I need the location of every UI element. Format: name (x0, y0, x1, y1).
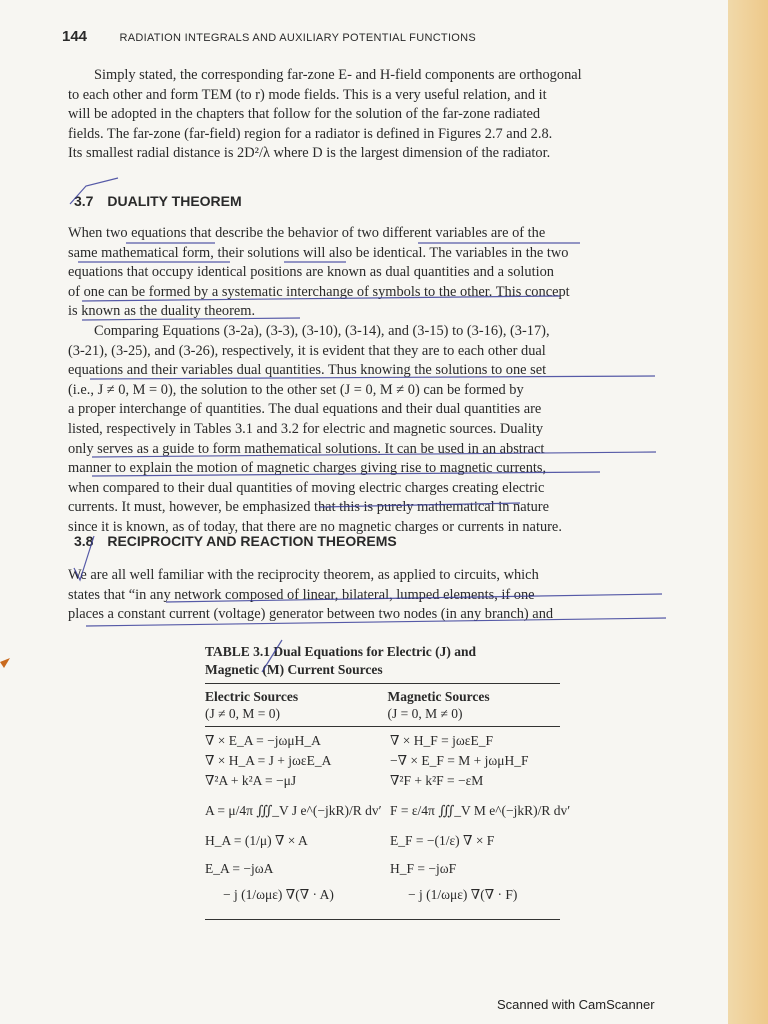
electric-sources-header (205, 688, 378, 722)
text-line: only serves as a guide to form mathematical solutions. It can be used in an abstract (68, 440, 545, 457)
page-number: 144 (62, 28, 88, 45)
text-line: when compared to their dual quantities of moving electric charges creating electric (68, 479, 545, 496)
equation: F = ε/4π ∭_V M e^(−jkR)/R dv′ (390, 803, 571, 818)
table-bottom-rule (205, 919, 560, 920)
text-line: a proper interchange of quantities. The dual equations and their dual quantities are (68, 401, 542, 418)
table-header-rule (205, 726, 560, 727)
electric-equations (205, 731, 380, 905)
text-line: since it is known, as of today, that there are no magnetic charges or currents in nature. (68, 518, 562, 535)
text-line: states that “in any network composed of linear, bilateral, lumped elements, if one (68, 586, 535, 603)
text-line: (3-21), (3-25), and (3-26), respectively, it is evident that they are to each other dual (68, 342, 546, 359)
text-line: When two equations that describe the behavior of two different variables are of the (68, 225, 546, 241)
magnetic-equations (380, 731, 571, 905)
section-title: RECIPROCITY AND REACTION THEOREMS (107, 533, 397, 549)
text-line: equations that occupy identical positions are known as dual quantities and a solution (68, 264, 554, 281)
equation: ∇ × H_F = jωεE_F (390, 733, 493, 748)
running-title: RADIATION INTEGRALS AND AUXILIARY POTENTIAL FUNCTIONS (119, 32, 477, 44)
equation: − j (1/ωμε) ∇(∇ · A) (223, 887, 334, 902)
table-caption-line: TABLE 3.1 Dual Equations for Electric (J) and (205, 644, 477, 659)
magnetic-sources-header (378, 688, 561, 722)
column-condition: (J = 0, M ≠ 0) (387, 706, 463, 721)
text-line: (i.e., J ≠ 0, M = 0), the solution to the other set (J = 0, M ≠ 0) can be formed by (68, 381, 524, 398)
text-line: We are all well familiar with the reciprocity theorem, as applied to circuits, which (68, 567, 539, 583)
equation: − j (1/ωμε) ∇(∇ · F) (408, 887, 518, 902)
equation: ∇ × E_A = −jωμH_A (205, 733, 321, 748)
column-title: Electric Sources (205, 689, 299, 704)
equation: E_F = −(1/ε) ∇ × F (390, 833, 495, 848)
equation: E_A = −jωA (205, 861, 274, 876)
text-line: is known as the duality theorem. (68, 303, 256, 320)
section-number: 3.8 (74, 533, 94, 549)
text-line: places a constant current (voltage) generator between two nodes (in any branch) and (68, 606, 554, 623)
equation: ∇²F + k²F = −εM (390, 773, 484, 788)
dual-equations-table (205, 643, 571, 924)
table-header-row (205, 688, 560, 722)
duality-paragraph-1 (68, 224, 656, 322)
section-number: 3.7 (74, 193, 94, 209)
column-title: Magnetic Sources (387, 689, 490, 704)
running-header (62, 28, 476, 46)
text-line: to each other and form TEM (to r) mode fields. This is a very useful relation, and it (68, 86, 547, 103)
section-heading-duality (74, 193, 242, 209)
text-line: fields. The far-zone (far-field) region for a radiator is defined in Figures 2.7 and 2.8. (68, 125, 553, 142)
reciprocity-paragraph (68, 566, 656, 625)
text-line: Comparing Equations (3-2a), (3-3), (3-10), (3-14), and (3-15) to (3-16), (3-17), (94, 323, 550, 339)
intro-paragraph (68, 66, 656, 164)
text-line: equations and their variables dual quantities. Thus knowing the solutions to one set (68, 362, 547, 379)
equation: H_A = (1/μ) ∇ × A (205, 833, 308, 848)
equation: −∇ × E_F = M + jωμH_F (390, 753, 529, 768)
table-caption (205, 643, 560, 679)
table-body (205, 731, 571, 905)
section-heading-reciprocity (74, 533, 397, 549)
table-top-rule (205, 683, 560, 684)
text-line: of one can be formed by a systematic interchange of symbols to the other. This concept (68, 283, 570, 300)
section-title: DUALITY THEOREM (107, 193, 242, 209)
text-line: will be adopted in the chapters that follow for the solution of the far-zone radiated (68, 106, 541, 123)
text-line: listed, respectively in Tables 3.1 and 3.2 for electric and magnetic sources. Duality (68, 420, 544, 437)
duality-paragraph-2 (68, 322, 656, 538)
equation: A = μ/4π ∭_V J e^(−jkR)/R dv′ (205, 803, 382, 818)
text-line: same mathematical form, their solutions will also be identical. The variables in the two (68, 244, 569, 261)
equation: ∇ × H_A = J + jωεE_A (205, 753, 332, 768)
equation: H_F = −jωF (390, 861, 457, 876)
equation: ∇²A + k²A = −μJ (205, 773, 297, 788)
table-caption-line: Magnetic (M) Current Sources (205, 662, 383, 677)
column-condition: (J ≠ 0, M = 0) (205, 706, 281, 721)
text-line: manner to explain the motion of magnetic charges giving rise to magnetic currents, (68, 460, 547, 477)
text-line: currents. It must, however, be emphasized that this is purely mathematical in nature (68, 499, 549, 516)
text-line: Its smallest radial distance is 2D²/λ where D is the largest dimension of the radiator. (68, 145, 551, 162)
text-line: Simply stated, the corresponding far-zone E- and H-field components are orthogonal (94, 67, 582, 83)
scanner-watermark: Scanned with CamScanner (497, 997, 655, 1012)
